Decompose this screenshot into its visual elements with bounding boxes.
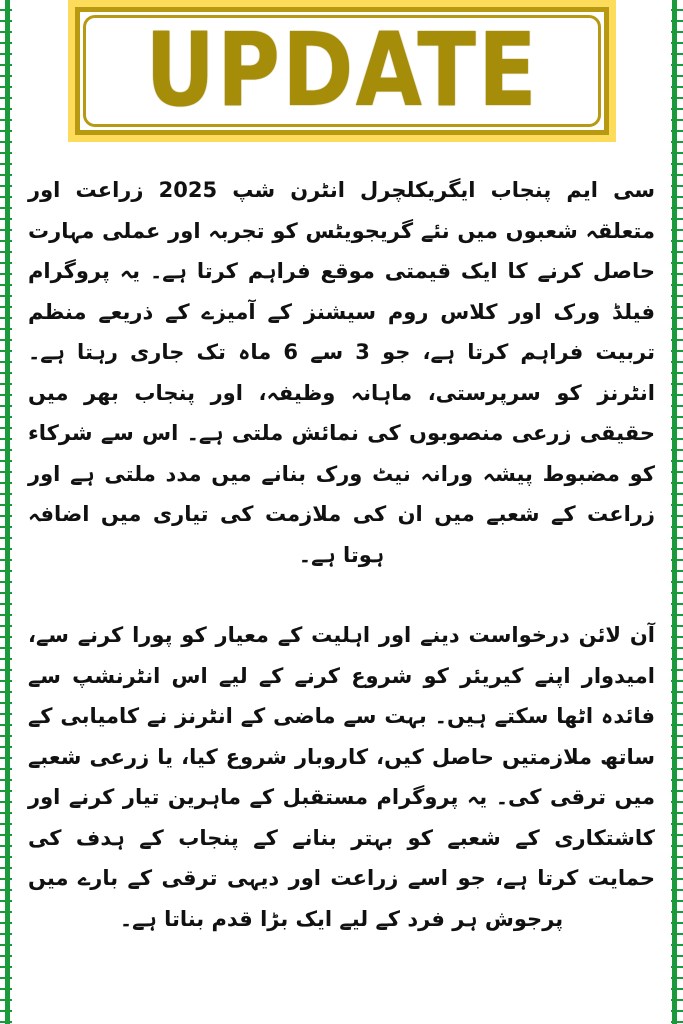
article-body xyxy=(28,170,655,939)
update-stamp-text: UPDATE xyxy=(145,12,539,131)
update-stamp-banner xyxy=(68,0,616,142)
article-paragraph-1: سی ایم پنجاب ایگریکلچرل انٹرن شپ 2025 زراعت اور متعلقہ شعبوں میں نئے گریجویٹس کو تجربہ اور عملی مہارت حاصل کرنے کا ایک قیمتی موقع فراہم کرتا ہے۔ یہ پروگرام فیلڈ ورک اور کلاس روم سیشنز کے آمیزے کے ذریعے منظم تربیت فراہم کرتا ہے، جو 3 سے 6 ماہ تک جاری رہتا ہے۔ انٹرنز کو سرپرستی، ماہانہ وظیفہ، اور پنجاب بھر میں حقیقی زرعی منصوبوں کی نمائش ملتی ہے۔ اس سے شرکاء کو مضبوط پیشہ ورانہ نیٹ ورک بنانے میں مدد ملتی ہے اور زراعت کے شعبے میں ان کی ملازمت کی تیاری میں اضافہ ہوتا ہے۔ xyxy=(28,178,655,567)
right-border-line xyxy=(672,0,677,1024)
left-border-line xyxy=(5,0,10,1024)
article-paragraph-2: آن لائن درخواست دینے اور اہلیت کے معیار کو پورا کرنے سے، امیدوار اپنے کیریئر کو شروع کرنے کے لیے اس انٹرنشپ سے فائدہ اٹھا سکتے ہیں۔ بہت سے ماضی کے انٹرنز نے کامیابی کے ساتھ ملازمتیں حاصل کیں، کاروبار شروع کیا، یا زرعی شعبے میں ترقی کی۔ یہ پروگرام مستقبل کے ماہرین تیار کرنے اور کاشتکاری کے شعبے کو بہتر بنانے کے پنجاب کے ہدف کی حمایت کرتا ہے، جو اسے زراعت اور دیہی ترقی کے بارے میں پرجوش ہر فرد کے لیے ایک بڑا قدم بناتا ہے۔ xyxy=(28,623,655,931)
stamp-inner-frame xyxy=(83,12,601,131)
left-green-border xyxy=(0,0,12,1024)
right-green-border xyxy=(671,0,683,1024)
stamp-outer-frame xyxy=(75,7,609,135)
